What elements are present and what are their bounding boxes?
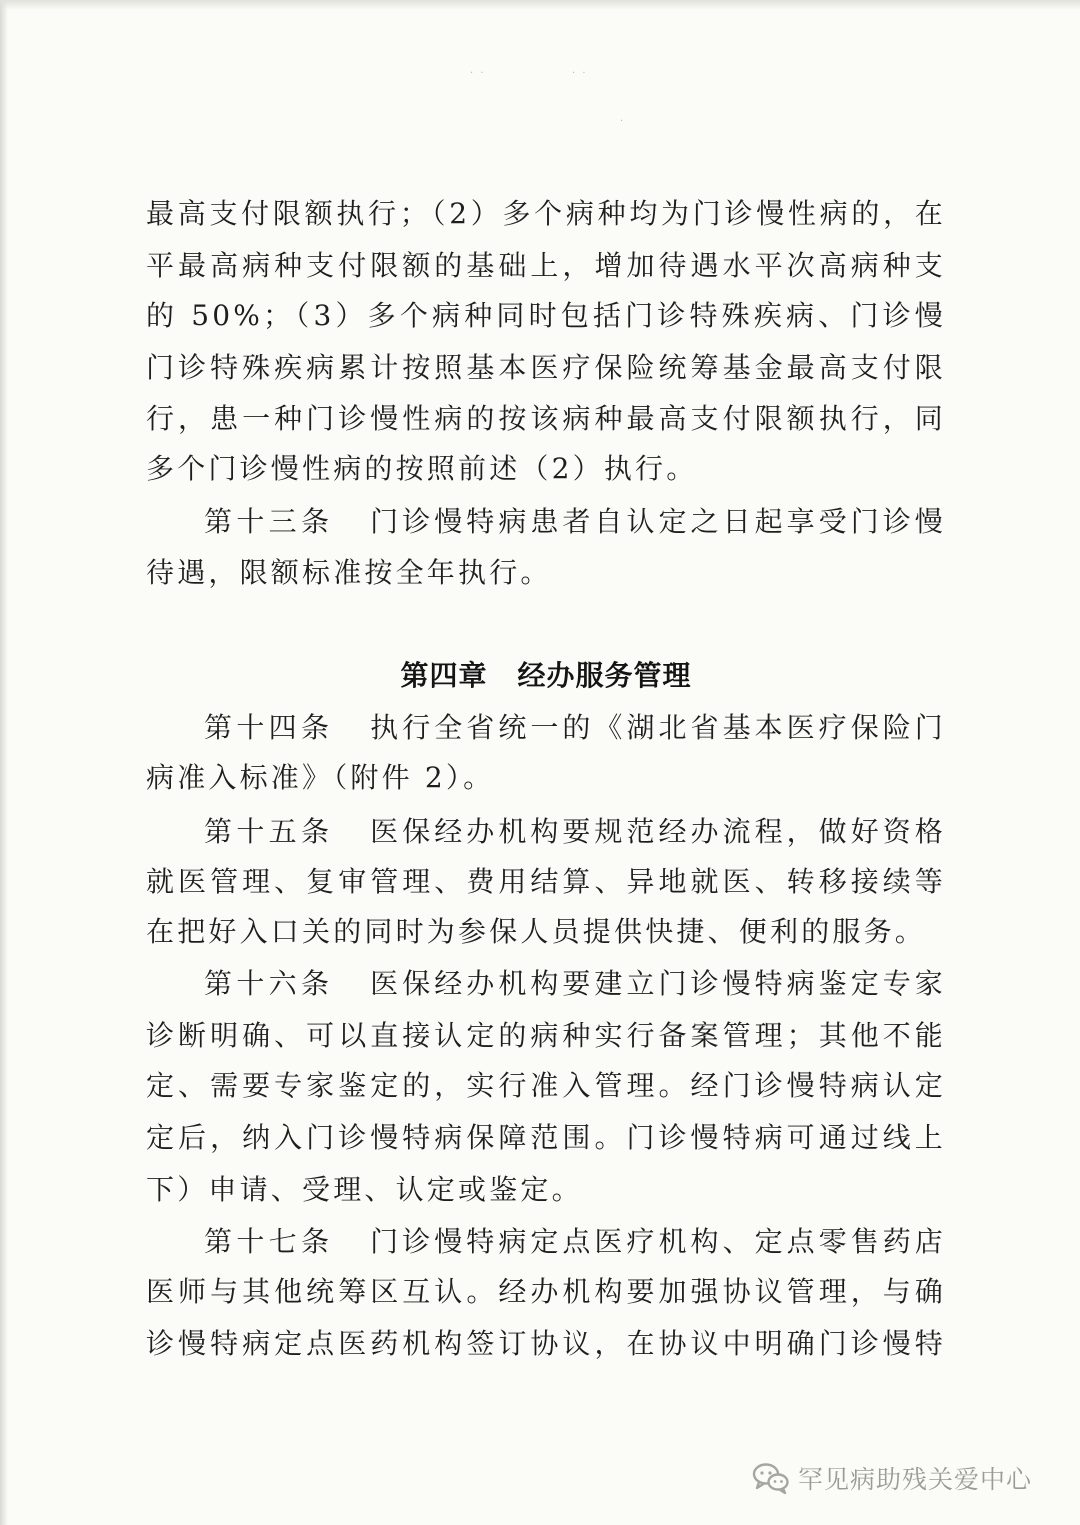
body-line: 的 50%；（3）多个病种同时包括门诊特殊疾病、门诊慢	[146, 299, 946, 332]
article-14-text: 执行全省统一的《湖北省基本医疗保险门	[369, 711, 946, 744]
body-line: 在把好入口关的同时为参保人员提供快捷、便利的服务。	[146, 915, 927, 948]
chapter-title: 经办服务管理	[517, 659, 692, 692]
body-line: 定、需要专家鉴定的，实行准入管理。经门诊慢特病认定	[146, 1069, 946, 1102]
article-16-number: 第十六条	[204, 967, 334, 1000]
scan-edge-shadow-top	[0, 0, 1080, 10]
body-line: 门诊特殊疾病累计按照基本医疗保险统筹基金最高支付限	[146, 351, 946, 384]
body-line: 病准入标准》（附件 2）。	[146, 761, 495, 794]
article-17-first-line	[204, 1224, 946, 1260]
article-14-first-line	[204, 710, 946, 746]
body-line: 医师与其他统筹区互认。经办机构要加强协议管理，与确	[146, 1275, 946, 1308]
article-17-number: 第十七条	[204, 1225, 334, 1258]
scan-mark: · ·	[470, 68, 486, 79]
scan-edge-shadow	[0, 0, 8, 1525]
body-line: 最高支付限额执行；（2）多个病种均为门诊慢性病的，在	[146, 197, 946, 230]
body-line: 平最高病种支付限额的基础上，增加待遇水平次高病种支	[146, 249, 946, 282]
article-15-text: 医保经办机构要规范经办流程，做好资格	[369, 815, 946, 848]
wechat-watermark	[752, 1458, 1032, 1498]
wechat-icon	[752, 1462, 790, 1494]
article-16-first-line	[204, 966, 946, 1002]
article-15-first-line	[204, 814, 946, 850]
body-line: 多个门诊慢性病的按照前述（2）执行。	[146, 452, 698, 485]
body-line: 定后，纳入门诊慢特病保障范围。门诊慢特病可通过线上	[146, 1121, 946, 1154]
body-line: 待遇，限额标准按全年执行。	[146, 556, 552, 589]
article-16-text: 医保经办机构要建立门诊慢特病鉴定专家	[369, 967, 946, 1000]
body-line: 诊慢特病定点医药机构签订协议，在协议中明确门诊慢特	[146, 1327, 946, 1360]
scan-mark: ·	[620, 116, 626, 127]
body-line: 诊断明确、可以直接认定的病种实行备案管理；其他不能	[146, 1019, 946, 1052]
article-13-text: 门诊慢特病患者自认定之日起享受门诊慢	[369, 505, 946, 538]
article-15-number: 第十五条	[204, 815, 334, 848]
article-13-number: 第十三条	[204, 505, 334, 538]
article-14-number: 第十四条	[204, 711, 334, 744]
chapter-number: 第四章	[400, 659, 488, 692]
body-line: 就医管理、复审管理、费用结算、异地就医、转移接续等	[146, 865, 946, 898]
body-line: 行，患一种门诊慢性病的按该病种最高支付限额执行，同	[146, 402, 946, 435]
body-line: 下）申请、受理、认定或鉴定。	[146, 1173, 583, 1206]
article-13-first-line	[204, 504, 946, 540]
chapter-heading	[146, 657, 946, 695]
header-scan-marks	[470, 68, 650, 128]
watermark-text: 罕见病助残关爱中心	[798, 1465, 1033, 1494]
article-17-text: 门诊慢特病定点医疗机构、定点零售药店	[369, 1225, 946, 1258]
scan-mark: · ·	[572, 68, 588, 79]
